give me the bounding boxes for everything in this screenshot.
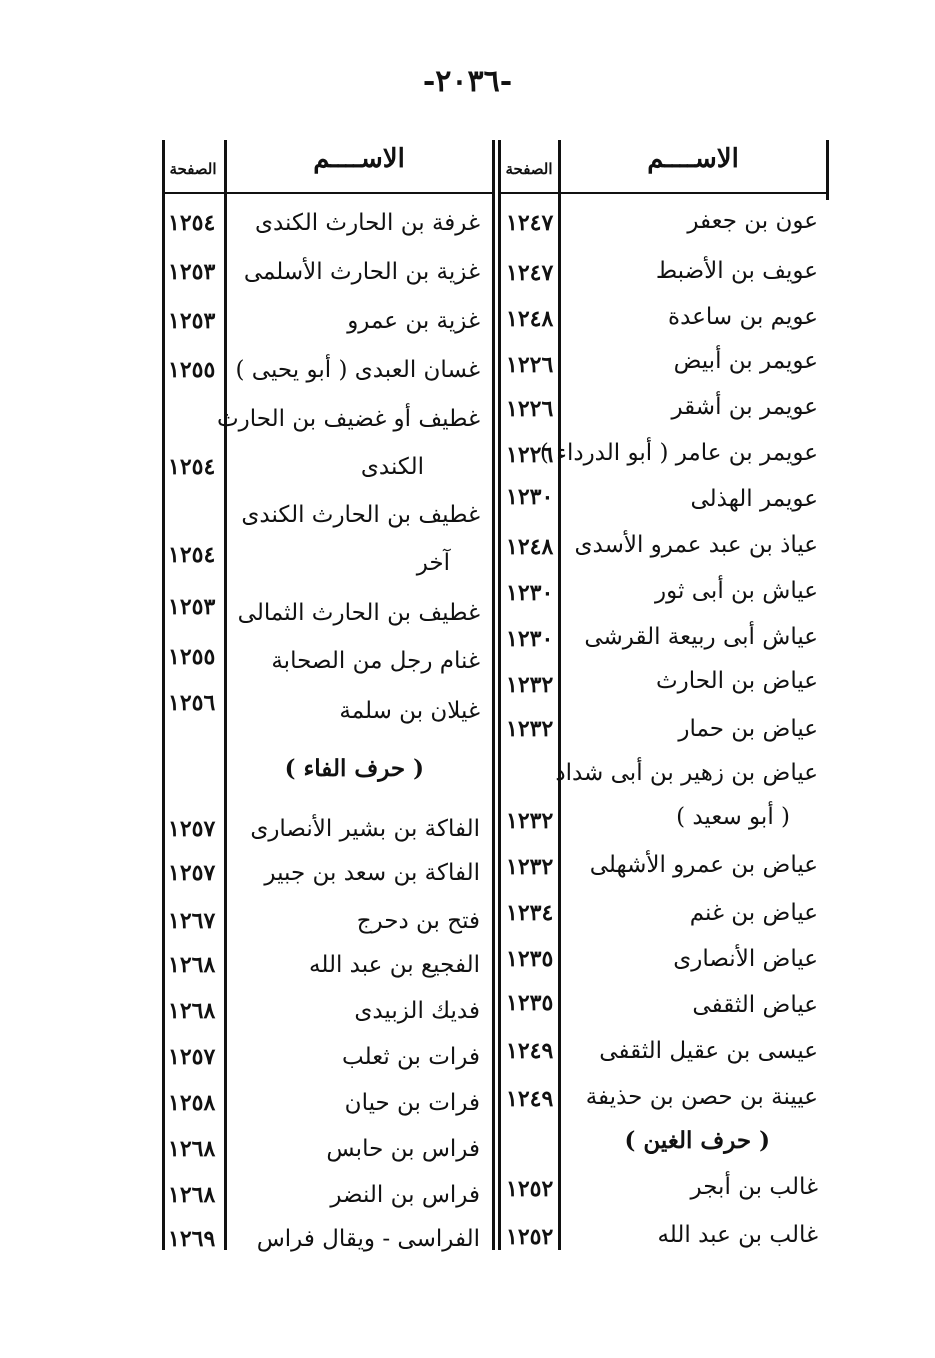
list-item-name: الفجيع بن عبد الله <box>309 952 480 978</box>
list-item-page: ١٢٣٥ <box>506 946 554 972</box>
list-item-page: ١٢٥٣ <box>168 259 216 285</box>
list-item-page: ١٢٣٢ <box>506 672 554 698</box>
list-item-page: ١٢٥٥ <box>168 357 216 383</box>
list-item-page: ١٢٦٩ <box>168 1226 216 1252</box>
list-item-page: ١٢٦٨ <box>168 1182 216 1208</box>
list-item-name: غالب بن أبجر <box>690 1174 818 1200</box>
list-item-page: ١٢٤٧ <box>506 260 554 286</box>
list-item-name: آخر <box>416 550 450 576</box>
list-item-page: ١٢٢٦ <box>506 442 554 468</box>
list-item-page: ١٢٣٠ <box>506 626 554 652</box>
list-item-name: عويف بن الأضبط <box>655 258 818 284</box>
list-item-page: ١٢٦٨ <box>168 952 216 978</box>
list-item-page: ١٢٥٤ <box>168 542 216 568</box>
list-item-page: ١٢٤٩ <box>506 1086 554 1112</box>
list-item-name: عويم بن ساعدة <box>668 304 818 330</box>
column-divider <box>492 140 495 1250</box>
list-item-page: ١٢٥٢ <box>506 1176 554 1202</box>
list-item-name: عيسى بن عقيل الثقفى <box>599 1038 818 1064</box>
list-item-name: فرات بن حيان <box>344 1090 480 1116</box>
list-item-page: ١٢٥٣ <box>168 594 216 620</box>
list-item-page: ١٢٣٢ <box>506 854 554 880</box>
list-item-name: فراس بن حابس <box>326 1136 480 1162</box>
table-border-right <box>826 140 829 200</box>
list-item-name: عون بن جعفر <box>687 208 818 234</box>
list-item-page: ١٢٣٤ <box>506 900 554 926</box>
list-item-name: عياض الثقفى <box>692 992 818 1018</box>
list-item-page: ١٢٣٠ <box>506 580 554 606</box>
list-item-name: ( أبو سعيد ) <box>676 804 790 830</box>
list-item-name: غسان العبدى ( أبو يحيى ) <box>235 357 480 383</box>
list-item-name: غطيف بن الحارث الثمالى <box>237 600 480 626</box>
left-name-header: الاســــم <box>313 144 405 174</box>
list-item-page: ١٢٥٧ <box>168 1044 216 1070</box>
list-item-name: غطيف بن الحارث الكندى <box>241 502 480 528</box>
list-item-name: عياش أبى ربيعة القرشى <box>584 624 818 650</box>
list-item-name: غالب بن عبد الله <box>657 1222 818 1248</box>
column-divider <box>498 140 501 1250</box>
list-item-name: عياض بن عمرو الأشهلى <box>589 852 818 878</box>
list-item-page: ١٢٤٨ <box>506 534 554 560</box>
list-item-name: الفراسى - ويقال فراس <box>256 1226 480 1252</box>
list-item-name: غزية بن عمرو <box>347 308 480 334</box>
list-item-page: ١٢٦٧ <box>168 908 216 934</box>
list-item-name: عياذ بن عبد عمرو الأسدى <box>574 532 818 558</box>
list-item-page: ١٢٥٧ <box>168 816 216 842</box>
list-item-name: الكندى <box>360 454 424 480</box>
list-item-page: ١٢٥٣ <box>168 308 216 334</box>
list-item-page: ١٢٦٨ <box>168 1136 216 1162</box>
column-divider <box>558 140 561 1250</box>
list-item-name: عويمر الهذلى <box>690 486 818 512</box>
list-item-name: عويمر بن أبيض <box>673 348 818 374</box>
list-item-name: غنام رجل من الصحابة <box>271 648 480 674</box>
list-item-page: ١٢٤٧ <box>506 210 554 236</box>
list-item-name: عياض بن زهير بن أبى شداد <box>555 760 818 786</box>
header-rule <box>498 192 828 194</box>
section-heading: ( حرف الغين ) <box>624 1127 770 1154</box>
right-page-header: الصفحة <box>505 160 553 178</box>
left-page-header: الصفحة <box>169 160 217 178</box>
list-item-name: عياش بن أبى ثور <box>655 578 818 604</box>
right-name-header: الاســــم <box>647 144 739 174</box>
section-heading: ( حرف الفاء ) <box>284 755 424 782</box>
list-item-name: عويمر بن أشقر <box>671 394 818 420</box>
list-item-page: ١٢٣٢ <box>506 716 554 742</box>
list-item-page: ١٢٥٥ <box>168 644 216 670</box>
list-item-name: عياض بن الحارث <box>655 668 818 694</box>
list-item-name: غطيف أو غضيف بن الحارث <box>216 406 480 432</box>
list-item-page: ١٢٤٩ <box>506 1038 554 1064</box>
list-item-name: عيينة بن حصن بن حذيفة <box>585 1084 818 1110</box>
list-item-name: الفاكة بن بشير الأنصارى <box>250 816 480 842</box>
list-item-name: فتح بن دحرج <box>356 908 480 934</box>
list-item-name: غزية بن الحارث الأسلمى <box>243 259 480 285</box>
list-item-page: ١٢٥٤ <box>168 454 216 480</box>
list-item-page: ١٢٥٨ <box>168 1090 216 1116</box>
header-rule <box>162 192 492 194</box>
list-item-page: ١٢٣٥ <box>506 990 554 1016</box>
list-item-page: ١٢٥٢ <box>506 1224 554 1250</box>
list-item-page: ١٢٣٢ <box>506 808 554 834</box>
list-item-page: ١٢٥٦ <box>168 690 216 716</box>
list-item-page: ١٢٣٠ <box>506 484 554 510</box>
list-item-page: ١٢٢٦ <box>506 396 554 422</box>
table-border-left <box>162 140 165 1250</box>
column-divider <box>224 140 227 1250</box>
index-table <box>162 140 830 1250</box>
list-item-name: فراس بن النضر <box>330 1182 480 1208</box>
list-item-name: فديك الزبيدى <box>354 998 480 1024</box>
list-item-name: فرات بن ثعلب <box>342 1044 480 1070</box>
list-item-name: غيلان بن سلمة <box>339 698 480 724</box>
list-item-name: عويمر بن عامر ( أبو الدرداء ) <box>539 440 818 466</box>
list-item-page: ١٢٦٨ <box>168 998 216 1024</box>
list-item-page: ١٢٥٧ <box>168 860 216 886</box>
list-item-page: ١٢٥٤ <box>168 210 216 236</box>
list-item-name: عياض بن غنم <box>689 900 818 926</box>
list-item-name: عياض بن حمار <box>678 716 818 742</box>
list-item-name: غرفة بن الحارث الكندى <box>254 210 480 236</box>
list-item-page: ١٢٤٨ <box>506 306 554 332</box>
list-item-name: عياض الأنصارى <box>673 946 818 972</box>
page-number: -٢٠٣٦- <box>422 64 513 99</box>
list-item-page: ١٢٢٦ <box>506 352 554 378</box>
list-item-name: الفاكة بن سعد بن جبير <box>264 860 480 886</box>
